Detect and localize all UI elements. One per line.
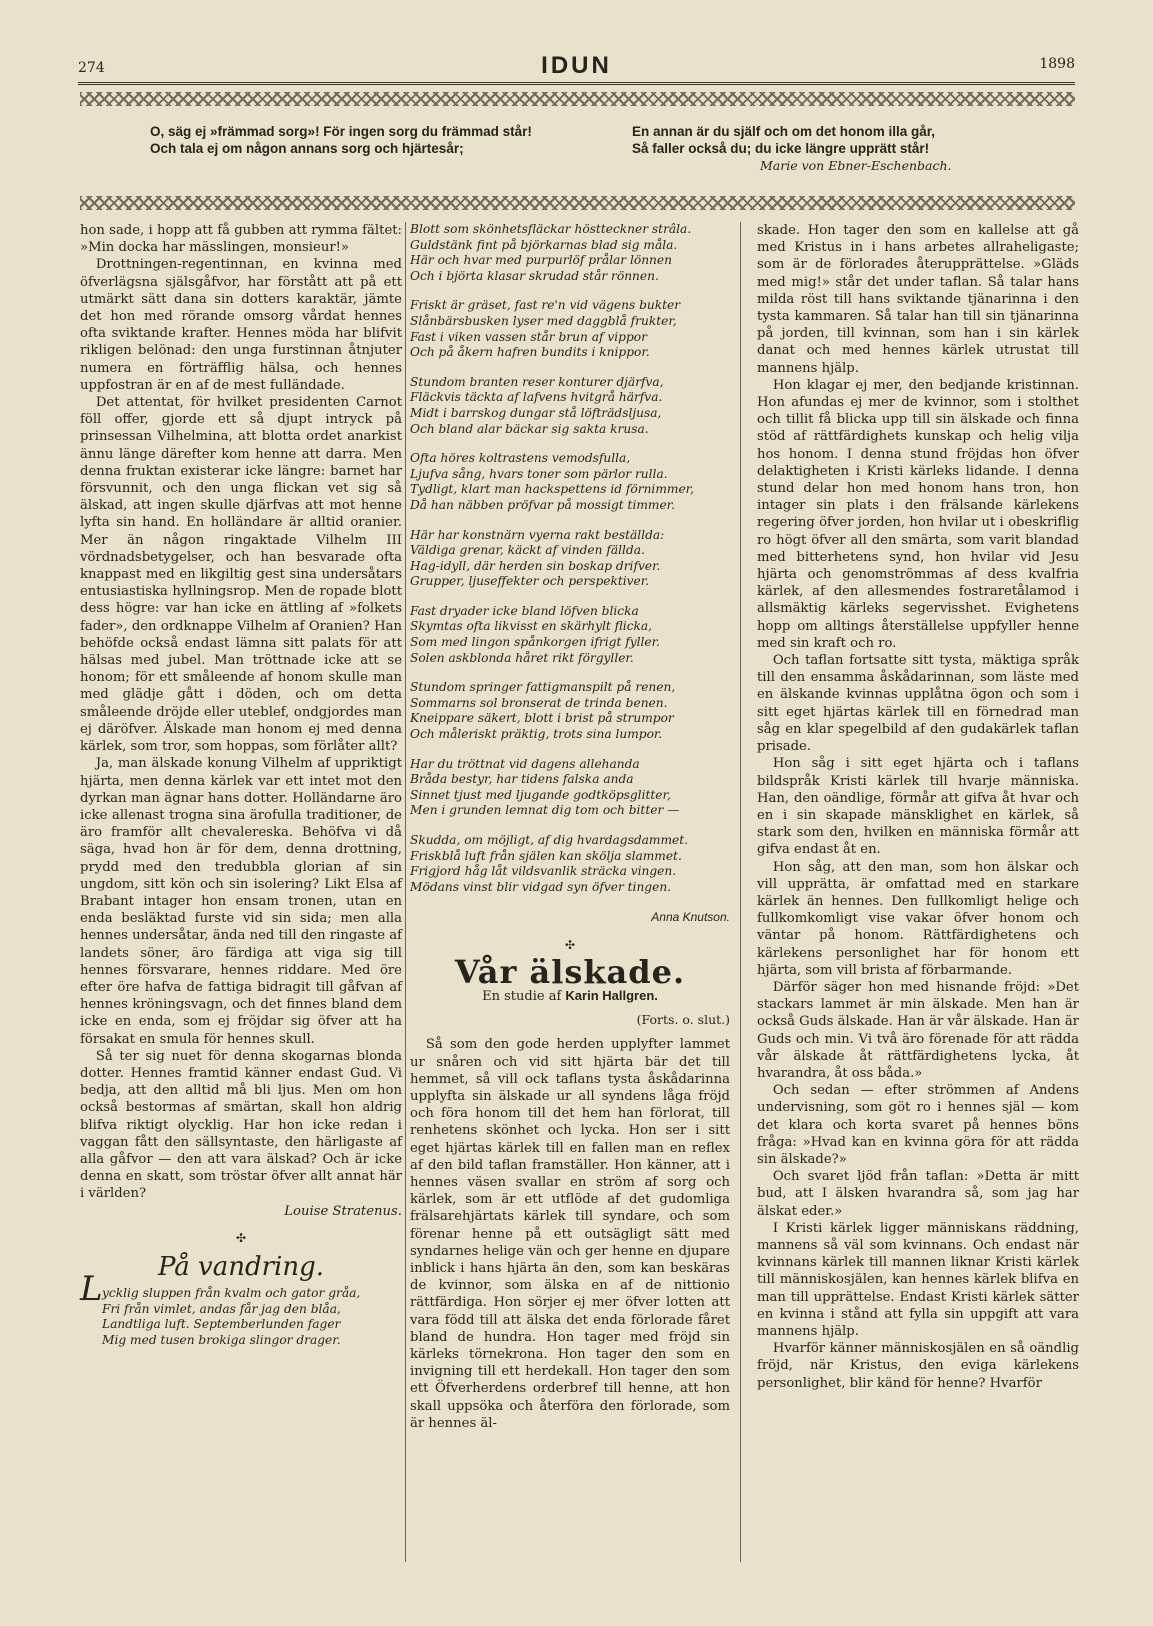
epigraph-line: En annan är du själf och om det honom illa går, [632, 124, 936, 139]
poem-line: Kneippare säkert, blott i brist på strumpor [410, 711, 674, 726]
poem-line: Ljufva sång, hvars toner som pärlor rulla. [410, 466, 668, 481]
poem-line: Solen askblonda håret rikt förgyller. [410, 650, 634, 665]
subtitle-prefix: En studie af [482, 988, 562, 1004]
poem-stanza [410, 680, 730, 742]
ornamental-border-top [80, 92, 1075, 106]
poem-line: Sommarns sol bronserat de trinda benen. [410, 695, 668, 710]
poem-line: Men i grunden lemnat dig tom och bitter — [410, 803, 680, 818]
poem-line: Grupper, ljuseffekter och perspektiver. [410, 574, 650, 589]
poem-stanzas [410, 222, 730, 895]
poem-line: Som med lingon spånkorgen ifrigt fyller. [410, 635, 660, 650]
poem-stanza [410, 833, 730, 895]
drop-cap: L [80, 1269, 103, 1310]
page-number: 274 [78, 60, 105, 76]
poem-line: Då han näbben pröfvar på mossigt timmer. [410, 497, 676, 512]
column-2 [410, 222, 730, 1432]
poem-line: Fast dryader icke bland löfven blicka [410, 603, 639, 618]
poem-line: Skymtas ofta likvisst en skärhylt flicka, [410, 619, 653, 634]
epigraph-line: Och tala ej om någon annans sorg och hjärtesår; [150, 141, 464, 156]
article-paragraph: Drottningen-regentinnan, en kvinna med öfverlägsna själsgåfvor, har förstått att på ett utmärkt sätt dana sin dotters karaktär, jämte det hon med rörande omsorg vårdat hennes ofta sviktande krafter. Hennes möda har blifvit rikligen belönad: den unga furstinnan åtnjuter numera en förträfflig hälsa, och hennes uppfostran är en af de mest fulländade. [80, 257, 402, 393]
poem-line: Guldstänk fint på björkarnas blad sig måla. [410, 237, 678, 252]
poem-line: Bråda bestyr, har tidens falska anda [410, 772, 634, 787]
article-signature-wrap [80, 1203, 402, 1220]
poem-line: Frigjord håg låt vildsvanlik sträcka vingen. [410, 864, 677, 879]
section-divider: ✣ [564, 937, 576, 952]
article-paragraph: Så ter sig nuet för denna skogarnas blonda dotter. Hennes framtid känner endast Gud. Vi bedja, att den alltid må bli ljus. Men om hon också bestormas af smärtan, skall hon aldrig blifva riktigt olycklig. Har hon icke redan i vaggan fått den sällsyntaste, den härligaste af alla gåfvor — den att vara älskad? Och är icke denna en skatt, som tröstar öfver allt annat här i världen? [80, 1048, 402, 1202]
poem-line: Friskblå luft från själen kan skölja slammet. [410, 848, 682, 863]
poem-line: Här och hvar med purpurlöf prålar lönnen [410, 253, 672, 268]
poem-line: Sinnet tjust med ljugande godtköpsglitter, [410, 787, 671, 802]
poem-line: Och i björta klasar skrudad står rönnen. [410, 268, 659, 283]
poem-stanza [410, 757, 730, 819]
poem-title: På vandring. [157, 1251, 325, 1282]
poem-line: Midt i barrskog dungar stå löfträdsljusa, [410, 405, 662, 420]
article-paragraph: skade. Hon tager den som en kallelse att gå med Kristus in i hans arbetes allraheligaste; som är de förlorades återupprättelse. »Gläds med mig!» står det under taflan. Så talar hans milda röst till hans sviktande tjänarinna i den tysta kammaren. Så talar han till sin tjänarinna på jorden, till kvinnan, som han i sin kärlek danat och med hennes kärlek utrustat till mannens hjälp. [757, 223, 1079, 376]
story-author: Karin Hallgren. [565, 987, 658, 1003]
article-paragraph: Hvarför känner människosjälen en så oändlig fröjd, när Kristus, den eviga kärlekens personlighet, blir känd för henne? Hvarför [757, 1341, 1079, 1391]
article-paragraph: Så som den gode herden upplyfter lammet ur snåren och vid sitt hjärta bär det till hemmet, så vill ock taflans tysta åskådarinna upplyfta sin älskade ur all syndens låga fröjd och föra honom till det hem han förlorat, till renhetens skönhet och lycka. Hon ser i sitt eget hjärtas kärlek till en fallen man en reflex af den bild taflan framställer. Hon känner, att i hennes väsen svallar en ström af sorg och kärlek, som är ett utflöde af det gudomliga frälsarehjärtats kärlek till syndare, och som förenar henne på ett outsägligt sätt med syndarnes helige vän och ger henne en djupare inblick i hans hjärta än den, som kan beskäras de kvinnor, som älska en af de nittionio rättfärdiga. Hon sörjer ej mer öfver lotten att vara född till att älska det enda förlorade fåret bland de hundra. Hon tager med fröjd sin kärleks törnekrona. Hon tager den som en invigning till ett herdekall. Hon tager den som ett Öfverherdens orderbref till henne, att hon skall uppsöka och återföra den förlorade, som är hennes äl- [410, 1037, 730, 1431]
poem-line: ycklig sluppen från kvalm och gator gråa, [102, 1286, 361, 1301]
continued-note: (Forts. o. slut.) [636, 1012, 730, 1028]
article-paragraph: I Kristi kärlek ligger människans räddning, mannens så väl som kvinnans. Och endast när kvinnans kärlek till mannen liknar Kristi kärlek till människosjälen, kan hennes kärlek blifva en man till upprättelse. Endast Kristi kärlek sätter en kvinna i stånd att fylla sin uppgift att vara mannens hjälp. [757, 1220, 1079, 1339]
poem-line: Och på åkern hafren bundits i knippor. [410, 345, 650, 360]
article-paragraph: hon sade, i hopp att få gubben att rymma fältet: »Min docka har mässlingen, monsieur!» [80, 223, 402, 256]
page-year: 1898 [1039, 56, 1075, 72]
section-divider: ✣ [235, 1230, 247, 1245]
epigraph-right [632, 123, 1022, 174]
poem-line: Fast i viken vassen står brun af vippor [410, 329, 647, 344]
poem-line: Mig med tusen brokiga slingor drager. [102, 1332, 341, 1347]
poem-stanza [410, 451, 730, 513]
masthead-title: IDUN [541, 52, 612, 79]
article-paragraph: Därför säger hon med hisnande fröjd: »Det stackars lammet är min älskade. Men han är också Guds älskade. Han är vår älskade. Han är Guds och min. Vi två äro förenade för att rädda vår älskade åt rättfärdighetens lycka, åt hvarandra, åt oss båda.» [757, 979, 1079, 1081]
story-title: Vår älskade. [454, 952, 686, 991]
poem-signature: Anna Knutson. [651, 910, 730, 925]
article-paragraph: Och taflan fortsatte sitt tysta, mäktiga språk till den ensamma åskådarinnan, som läste med en älskande kvinnas upplåtna ögon och som i sitt eget hjärtas kärlek till en förnedrad man såg en klar spegelbild af den gudakärlek taflan prisade. [757, 653, 1079, 755]
page-header [78, 48, 1075, 85]
poem-line: Slånbärsbusken lyser med daggblå frukter, [410, 313, 677, 328]
epigraph-line: Så faller också du; du icke längre upprätt står! [632, 141, 930, 156]
poem-line: Landtliga luft. Septemberlunden fager [102, 1317, 341, 1332]
article-paragraph: Hon såg i sitt eget hjärta och i taflans bildspråk Kristi kärlek till hvarje människa. Han, den oändlige, förmår att gifva åt hvar och en i sin skapade mänsklighet en kärlek, så stark som den, hvilken en människa förmår att gifva endast åt en. [757, 756, 1079, 858]
poem-line: Och bland alar bäckar sig sakta krusa. [410, 421, 649, 436]
poem-line: Och måleriskt präktig, trots sina lumpor. [410, 727, 663, 742]
poem-line: Fri från vimlet, andas får jag den blåa, [102, 1301, 341, 1316]
article-paragraph: Och svaret ljöd från taflan: »Detta är mitt bud, att I älsken hvarandra så, som jag har älskat eder.» [757, 1169, 1079, 1219]
poem-stanza [410, 222, 730, 284]
column-1 [80, 222, 402, 1349]
poem-line: Skudda, om möjligt, af dig hvardagsdammet. [410, 833, 689, 847]
article-paragraph: Hon klagar ej mer, den bedjande kristinnan. Hon afundas ej mer de kvinnor, som i stolthet och tillit få blicka upp till sin älskade och finna stöd af rättfärdighets kunskap och helig vilja hos honom. I denna stund fröjdas hon öfver delaktigheten i Kristi kärleks lidande. I denna stund delar hon med honom hans tron, hon intager sin plats i den frälsande kärlekens regering öfver jorden, hon hvilar ut i obeskriflig ro högt öfver all den smärta, som varit blandad med bitterhetens synd, hon hvilar vid Jesu hjärta och genomströmmas af dess kvalfria kärlek, af den allesmendes fostraretålamod i allsmäktig kärleks segervisshet. Evighetens hopp om alltings återställelse uppfyller henne med sin kraft och ro. [757, 377, 1079, 651]
poem-line: Stundom branten reser konturer djärfva, [410, 374, 664, 389]
poem-stanza [410, 528, 730, 590]
article-paragraph: Och sedan — efter strömmen af Andens undervisning, som göt ro i hennes själ — kom det klara och korta svaret på hennes böns fråga: »Hvad kan en kvinna göra för att rädda sin älskade?» [757, 1083, 1079, 1167]
poem-line: Mödans vinst blir vidgad syn öfver tingen. [410, 879, 672, 894]
epigraph-left [150, 123, 620, 157]
poem-line: Friskt är gräset, fast re'n vid vägens bukter [410, 298, 681, 313]
poem-line: Här har konstnärn vyerna rakt beställda: [410, 527, 665, 542]
poem-stanza [80, 1269, 402, 1348]
article-signature: Louise Stratenus. [284, 1203, 402, 1219]
poem-line: Väldiga grenar, käckt af vinden fällda. [410, 543, 645, 558]
epigraph-author: Marie von Ebner-Eschenbach. [760, 158, 952, 173]
article-paragraph: Hon såg, att den man, som hon älskar och vill upprätta, är omfattad med en starkare kärlek än hennes. Den fullkomligt helige och fullkomkomligt vise vakar öfver honom och väntar på honom. Rättfärdighetens och kärlekens personlighet har för honom ett hjärta, som vill brista af förbarmande. [757, 859, 1079, 978]
poem-line: Blott som skönhetsfläckar höstteckner strâla. [410, 222, 692, 236]
poem-line: Stundom springer fattigmanspilt på renen, [410, 680, 676, 695]
poem-line: Tydligt, klart man hackspettens id förnimmer, [410, 482, 695, 497]
poem-line: Fläckvis täckta af lafvens hvitgrå härfva. [410, 390, 663, 405]
article-paragraph: Ja, man älskade konung Vilhelm af uppriktigt hjärta, men denna kärlek var ett intet mot den dyrkan man ägnar hans dotter. Holländarne äro icke allenast trogna sina ärofulla traditioner, de äro framför allt chevalereska. Behöfva vi då säga, hvad hon är för dem, denna drottning, prydd med den tredubbla glorian af sin ungdom, sitt kön och sin isolering? Likt Elsa af Brabant intager hon ensam tronen, utan en enda besläktad furste vid sin sida; men alla hennes undersåtar, ända ned till den ringaste af landets söner, äro färdiga att viga sig till hennes försvarare, hennes riddare. Med öre efter öre hafva de fattiga bidragit till gåfvan af hennes kröningsvagn, och det finnes bland dem icke en enda, som ej fröjdar sig öfver att ha försakat en smula för hennes skull. [80, 756, 402, 1047]
column-rule [740, 222, 741, 1562]
ornamental-border-bottom [80, 196, 1075, 210]
column-rule [405, 222, 406, 1562]
poem-stanza [410, 604, 730, 666]
poem-stanza [410, 298, 730, 360]
poem-line: Hag-idyll, där herden sin boskap drifver. [410, 558, 661, 573]
article-paragraph: Det attentat, för hvilket presidenten Carnot föll offer, gjorde ett så djupt intryck på prinsessan Vilhelmina, att blotta ordet anarkist ännu länge därefter kom henne att darra. Men denna fruktan existerar icke längre: barnet har försvunnit, och den unga flickan vet sig så älskad, att ingen skulle djärfvas att mot henne lyfta sin hand. En holländare är alltid oranier. Mer än någon ringaktade Vilhelm III vördnadsbetygelser, och han besvarade ofta knappast med en likgiltig gest sina undersåtars entusiastiska hyllningsrop. Men de ropade blott dess högre: var han icke en ättling af »folkets fader», den ordknappe Vilhelm af Oranien? Han behöfde också endast lämna sitt palats för att hälsas med jubel. Man tröttnade icke att se honom; för ett småleende af honom skulle man med glädje gått i döden, och om detta småleende dröjde eller uteblef, ondgjordes man ej däröfver. Älskade man honom ej med denna kärlek, som tror, som hoppas, som förlåter allt? [80, 395, 402, 755]
epigraph-line: O, säg ej »främmad sorg»! För ingen sorg du främmad står! [150, 124, 532, 139]
poem-line: Ofta höres koltrastens vemodsfulla, [410, 451, 631, 466]
column-3 [757, 222, 1079, 1392]
poem-line: Har du tröttnat vid dagens allehanda [410, 756, 640, 771]
poem-stanza [410, 375, 730, 437]
